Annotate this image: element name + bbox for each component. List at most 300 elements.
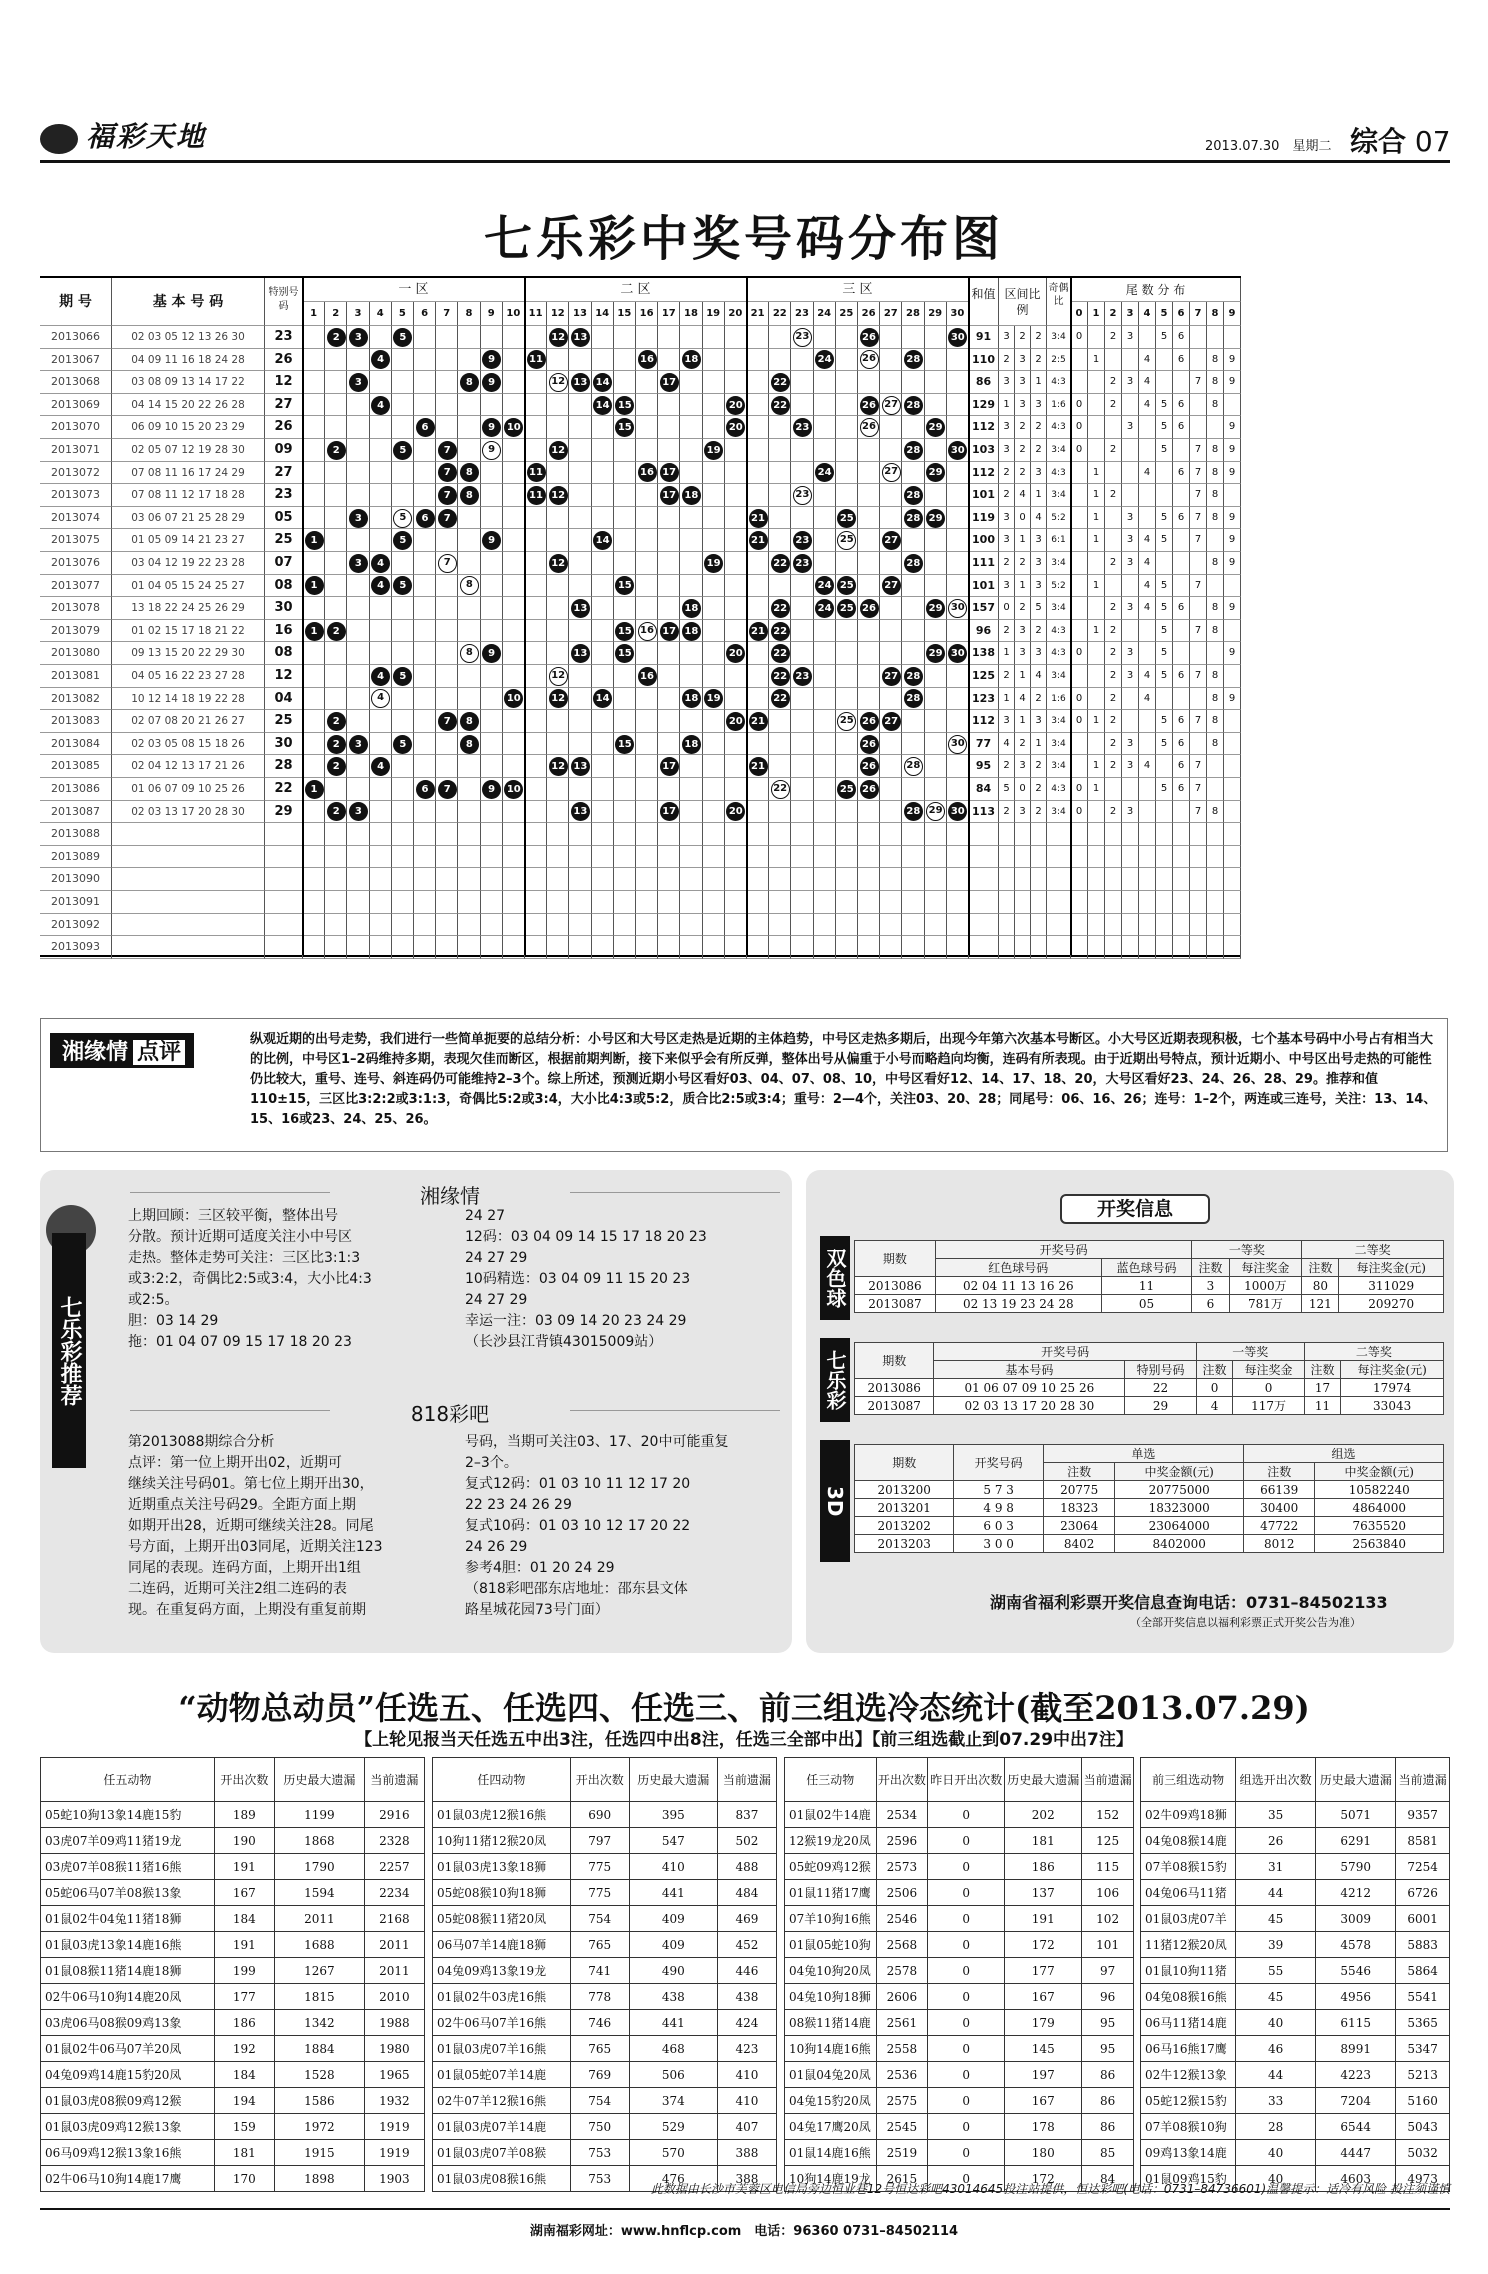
number-cell [925,371,947,394]
number-ball: 8 [460,712,479,731]
number-cell [370,733,392,756]
number-cell [503,597,525,620]
number-cell [547,416,569,439]
draw-tail: 6 [1173,394,1190,417]
grid-header-tail-digit: 4 [1139,302,1156,326]
stats-row [41,2036,425,2062]
number-cell [503,439,525,462]
draw-sum [969,868,999,891]
stats-cell: 5546 [1316,1958,1396,1984]
number-cell [325,778,347,801]
stats-cell: 0 [928,2010,1005,2036]
draw-tail: 8 [1207,484,1224,507]
number-cell [680,642,702,665]
special-ball: 26 [860,350,879,369]
draw-tail: 1 [1088,507,1105,530]
number-ball: 11 [527,350,546,369]
draw-sum [969,936,999,959]
stats-row [433,1906,777,1932]
draw-zone-ratio: 1 [1015,710,1031,733]
draw-tail: 9 [1224,597,1241,620]
number-cell [347,575,369,598]
draw-zone-ratio: 3 [1015,371,1031,394]
draw-special-number: 09 [265,439,303,462]
number-cell [636,416,658,439]
number-cell [303,642,325,665]
number-cell [880,801,902,824]
number-cell [636,846,658,869]
number-ball: 13 [571,328,590,347]
draw-tail: 4 [1139,665,1156,688]
draw-zone-ratio: 2 [1015,439,1031,462]
number-cell [481,936,503,959]
grid-header-number: 9 [481,302,503,326]
number-ball: 18 [682,486,701,505]
number-ball: 25 [837,509,856,528]
number-cell [814,801,836,824]
number-ball: 26 [860,735,879,754]
number-cell [325,349,347,372]
number-cell [503,529,525,552]
number-cell [503,823,525,846]
number-cell [703,462,725,485]
stats-cell: 95 [1082,2036,1134,2062]
d3-cell: 8402000 [1115,1535,1243,1553]
special-ball: 8 [460,644,479,663]
number-cell [947,778,969,801]
number-cell [614,439,636,462]
number-cell [814,416,836,439]
number-ball: 13 [571,373,590,392]
number-cell [947,575,969,598]
stats-cell: 07羊08猴10狗 [1141,2114,1236,2140]
number-ball: 28 [904,667,923,686]
draw-sum: 77 [969,733,999,756]
number-cell [592,868,614,891]
number-ball: 27 [882,576,901,595]
draw-special-number: 23 [265,326,303,349]
stats-cell: 4578 [1316,1932,1396,1958]
stats-cell: 96 [1082,1984,1134,2010]
number-cell [547,349,569,372]
draw-tail: 3 [1122,665,1139,688]
draw-tail [1071,597,1088,620]
draw-tail: 8 [1207,620,1224,643]
draw-tail [1122,710,1139,733]
stats-cell: 2519 [876,2140,928,2166]
grid-header-number: 1 [303,302,325,326]
number-cell [303,552,325,575]
draw-tail: 7 [1190,529,1207,552]
number-cell [769,823,791,846]
number-cell [303,823,325,846]
number-cell [658,507,680,530]
number-cell [347,710,369,733]
stats-cell: 765 [570,1932,629,1958]
stats-cell: 190 [214,1828,274,1854]
number-cell [658,552,680,575]
number-ball: 13 [571,644,590,663]
number-cell [414,710,436,733]
number-ball: 8 [460,463,479,482]
stats-cell: 1932 [364,2088,424,2114]
stats-cell: 750 [570,2114,629,2140]
stats-cell: 5032 [1396,2140,1450,2166]
number-cell [370,891,392,914]
draw-tail [1207,326,1224,349]
number-cell [347,823,369,846]
draw-tail: 1 [1088,575,1105,598]
number-cell [503,846,525,869]
number-cell [947,914,969,937]
number-ball: 14 [593,373,612,392]
special-ball: 30 [948,599,967,618]
number-cell [680,507,702,530]
draw-tail [1190,914,1207,937]
stats-cell: 6001 [1396,1906,1450,1932]
text-line: 12码：03 04 09 14 15 17 18 20 23 [465,1229,707,1245]
number-cell [658,349,680,372]
draw-period: 2013069 [40,394,112,417]
number-cell [303,484,325,507]
stats-cell: 438 [717,1984,776,2010]
number-cell [347,484,369,507]
number-cell [858,462,880,485]
stats-cell: 0 [928,2166,1005,2192]
draw-period: 2013079 [40,620,112,643]
number-cell [436,801,458,824]
number-cell [503,801,525,824]
stats-row [433,1984,777,2010]
draw-tail [1224,868,1241,891]
number-cell [902,620,924,643]
number-cell [569,914,591,937]
stats-header-cell: 组选开出次数 [1236,1758,1316,1802]
draw-tail [1088,552,1105,575]
draw-tail [1173,868,1190,891]
number-cell [636,529,658,552]
number-ball: 23 [793,667,812,686]
stats-cell: 468 [629,2036,717,2062]
stats-cell: 178 [1005,2114,1082,2140]
number-cell [902,936,924,959]
grid-header-number: 23 [791,302,813,326]
grid-header-number: 14 [592,302,614,326]
stats-cell: 441 [629,1880,717,1906]
number-ball: 9 [482,350,501,369]
stats-row [785,1984,1134,2010]
number-cell [836,484,858,507]
draw-tail: 6 [1173,665,1190,688]
number-ball: 12 [549,486,568,505]
number-cell [703,733,725,756]
number-cell [902,642,924,665]
number-cell [370,778,392,801]
number-cell [836,868,858,891]
draw-tail [1139,507,1156,530]
special-ball: 27 [882,463,901,482]
number-cell [458,778,480,801]
stats-row [785,1854,1134,1880]
draw-special-number [265,914,303,937]
number-ball: 15 [615,576,634,595]
draw-sum: 119 [969,507,999,530]
draw-period: 2013070 [40,416,112,439]
number-cell [481,755,503,778]
number-cell [436,868,458,891]
draw-zone-ratio: 3 [999,416,1015,439]
number-cell [325,823,347,846]
draw-sum: 112 [969,710,999,733]
number-ball: 12 [549,328,568,347]
stats-cell: 410 [717,2062,776,2088]
number-ball: 23 [793,554,812,573]
number-cell [747,416,769,439]
number-cell [347,439,369,462]
draw-zone-ratio [1015,936,1031,959]
number-cell [458,823,480,846]
stats-row [785,2140,1134,2166]
text-line: 路星城花园73号门面） [465,1602,609,1618]
number-cell [947,620,969,643]
stats-cell: 10狗14鹿19龙 [785,2166,877,2192]
number-cell [436,597,458,620]
draw-tail: 9 [1224,439,1241,462]
number-cell [836,620,858,643]
stats-row [785,1828,1134,1854]
stats-row [785,1802,1134,1828]
draw-sum: 100 [969,529,999,552]
number-cell [747,326,769,349]
draw-tail [1173,439,1190,462]
stats-cell: 86 [1082,2114,1134,2140]
ssq-label: 双色球 [820,1236,850,1320]
stats-cell: 5365 [1396,2010,1450,2036]
number-cell [458,552,480,575]
number-cell [636,710,658,733]
stats-cell: 44 [1236,1880,1316,1906]
grid-header-number: 20 [725,302,747,326]
number-cell [836,349,858,372]
text-line: 24 26 29 [465,1539,528,1555]
number-cell [592,755,614,778]
number-cell [547,710,569,733]
draw-tail: 7 [1190,620,1207,643]
number-cell [303,688,325,711]
stats-cell: 02牛12猴13象 [1141,2062,1236,2088]
draw-odd-even: 3:4 [1047,801,1071,824]
stats-cell: 167 [1005,1984,1082,2010]
number-cell [836,846,858,869]
draw-zone-ratio: 0 [999,597,1015,620]
stats-row [1141,2010,1450,2036]
draw-zone-ratio: 3 [1015,620,1031,643]
draw-tail [1105,891,1122,914]
number-cell [503,755,525,778]
stats-row [785,1932,1134,1958]
draw-zone-ratio: 5 [1031,597,1047,620]
draw-zone-ratio: 2 [999,349,1015,372]
number-cell [569,620,591,643]
number-ball: 20 [726,418,745,437]
draw-basic-numbers: 10 12 14 18 19 22 28 [112,688,265,711]
number-cell [325,665,347,688]
draw-basic-numbers: 01 06 07 09 10 25 26 [112,778,265,801]
number-ball: 24 [815,599,834,618]
draw-tail [1105,416,1122,439]
stats-row [433,1828,777,1854]
number-cell [392,394,414,417]
draw-tail [1105,529,1122,552]
number-cell [858,891,880,914]
number-cell [347,394,369,417]
stats-cell: 1988 [364,2010,424,2036]
draw-tail [1139,642,1156,665]
grid-header-number: 8 [458,302,480,326]
draw-tail: 5 [1156,665,1173,688]
draw-tail: 2 [1105,801,1122,824]
draw-zone-ratio: 2 [1031,349,1047,372]
number-cell [414,620,436,643]
draw-tail [1071,349,1088,372]
number-cell [569,484,591,507]
draw-odd-even: 4:3 [1047,371,1071,394]
stats-cell: 180 [1005,2140,1082,2166]
number-cell [769,755,791,778]
number-cell [836,665,858,688]
number-cell [858,936,880,959]
number-ball: 20 [726,396,745,415]
draw-odd-even: 4:3 [1047,778,1071,801]
number-ball: 4 [371,350,390,369]
number-cell [858,823,880,846]
grid-header-number: 6 [414,302,436,326]
draw-tail: 9 [1224,462,1241,485]
text-line: 号方面，上期开出03同尾，近期关注123 [128,1539,383,1555]
number-cell [370,801,392,824]
number-cell [814,733,836,756]
draw-zone-ratio: 2 [1015,416,1031,439]
number-cell [814,439,836,462]
number-ball: 13 [571,802,590,821]
number-cell [925,936,947,959]
stats-cell: 02牛06马10狗14鹿17鹰 [41,2166,215,2192]
number-cell [703,868,725,891]
number-ball: 25 [837,780,856,799]
number-ball: 2 [327,757,346,776]
draw-tail: 0 [1071,439,1088,462]
draw-zone-ratio: 3 [1031,552,1047,575]
number-cell [481,552,503,575]
number-cell [902,733,924,756]
number-cell [925,439,947,462]
number-cell [725,936,747,959]
d3-table: 期数 开奖号码 单选 组选 注数 中奖金额(元) 注数 中奖金额(元) 2013200 5 7 3 20775 20775000 66139 10582240 2013201 4 9 8 18323 18323000 30400 4864000 2013202 6 0 3 23064 23064000 47722 7635520 2013203 3 0 0 8402 8402000 8012 2563840 [854,1444,1444,1553]
number-ball: 3 [349,328,368,347]
special-ball: 23 [793,328,812,347]
number-cell [791,575,813,598]
draw-tail [1088,733,1105,756]
stats-cell: 0 [928,2088,1005,2114]
number-cell [370,326,392,349]
number-ball: 29 [926,644,945,663]
draw-tail: 2 [1105,688,1122,711]
draw-tail: 4 [1139,462,1156,485]
draw-zone-ratio [999,868,1015,891]
stats-cell: 01鼠14鹿16熊 [785,2140,877,2166]
number-cell [769,326,791,349]
number-cell [680,371,702,394]
number-cell [925,755,947,778]
number-ball: 16 [638,350,657,369]
number-cell [769,710,791,733]
stats-row [433,1854,777,1880]
draw-zone-ratio: 2 [1015,552,1031,575]
stats-cell: 0 [928,1828,1005,1854]
stats-header-cell: 前三组选动物 [1141,1758,1236,1802]
draw-zone-ratio [1031,891,1047,914]
draw-tail: 5 [1156,597,1173,620]
draw-odd-even: 3:4 [1047,755,1071,778]
grid-header-special: 特别号码 [265,278,303,326]
text-line: （长沙县江背镇43015009站） [465,1334,663,1350]
draw-odd-even [1047,846,1071,869]
number-cell [347,914,369,937]
draw-special-number: 16 [265,620,303,643]
stats-cell: 01鼠02牛04兔11猪18狮 [41,1906,215,1932]
number-cell [747,484,769,507]
number-cell [858,620,880,643]
number-cell [569,439,591,462]
number-cell [325,597,347,620]
stats-cell: 44 [1236,2062,1316,2088]
stats-cell: 775 [570,1880,629,1906]
number-cell [325,371,347,394]
d3-row [855,1535,1444,1553]
number-cell [880,620,902,643]
draw-tail [1071,620,1088,643]
number-cell [525,507,547,530]
draw-zone-ratio: 2 [1015,733,1031,756]
d3-cell: 8012 [1243,1535,1315,1553]
draw-zone-ratio: 3 [999,710,1015,733]
number-ball: 28 [904,509,923,528]
number-cell [836,326,858,349]
stats-cell: 1868 [274,1828,364,1854]
number-cell [458,439,480,462]
number-cell [481,823,503,846]
grid-header-number: 19 [703,302,725,326]
number-cell [436,349,458,372]
fucai-logo-icon [40,124,78,154]
stats-cell: 179 [1005,2010,1082,2036]
number-cell [747,846,769,869]
draw-tail: 4 [1139,552,1156,575]
grid-header-tail-digit: 1 [1088,302,1105,326]
draw-tail: 6 [1173,710,1190,733]
number-ball: 20 [726,712,745,731]
draw-tail: 4 [1139,529,1156,552]
number-cell [947,507,969,530]
grid-header-tail-digit: 8 [1207,302,1224,326]
draw-tail: 5 [1156,710,1173,733]
draw-tail: 4 [1139,755,1156,778]
draw-basic-numbers: 07 08 11 12 17 18 28 [112,484,265,507]
draw-zone-ratio: 3 [1031,462,1047,485]
special-ball: 16 [638,622,657,641]
number-cell [791,755,813,778]
draw-tail [1122,688,1139,711]
